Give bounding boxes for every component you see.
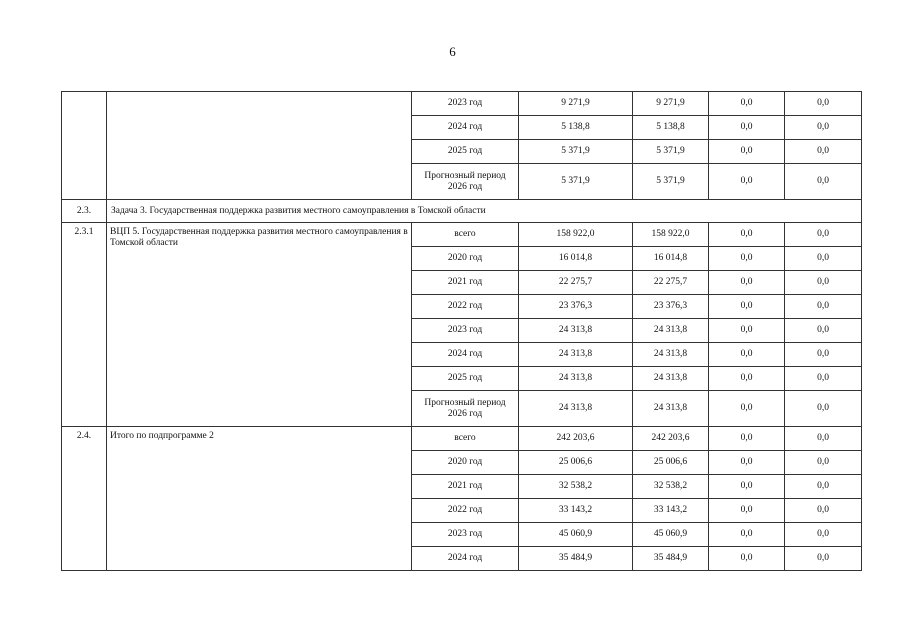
value-other-cell: 0,0 (785, 475, 862, 499)
value-total-cell: 24 313,8 (519, 391, 633, 427)
period-cell: 2020 год (412, 451, 519, 475)
value-total-cell: 24 313,8 (519, 343, 633, 367)
row-description-cell: Итого по подпрограмме 2 (107, 427, 412, 571)
value-total-cell: 35 484,9 (519, 547, 633, 571)
value-other-cell: 0,0 (785, 116, 862, 140)
value-other-cell: 0,0 (785, 92, 862, 116)
value-regional-cell: 5 371,9 (633, 164, 709, 200)
period-cell: 2024 год (412, 116, 519, 140)
table-row (62, 223, 862, 247)
period-cell: всего (412, 223, 519, 247)
period-cell: 2022 год (412, 499, 519, 523)
period-cell: всего (412, 427, 519, 451)
value-regional-cell: 242 203,6 (633, 427, 709, 451)
task-row (62, 200, 862, 223)
value-other-cell: 0,0 (785, 391, 862, 427)
period-cell: 2024 год (412, 547, 519, 571)
value-regional-cell: 23 376,3 (633, 295, 709, 319)
value-federal-cell: 0,0 (709, 547, 785, 571)
task-title-cell: Задача 3. Государственная поддержка развития местного самоуправления в Томской области (107, 200, 862, 223)
task-number-cell: 2.3. (62, 200, 107, 223)
value-other-cell: 0,0 (785, 523, 862, 547)
value-federal-cell: 0,0 (709, 451, 785, 475)
value-federal-cell: 0,0 (709, 271, 785, 295)
row-number-cell: 2.4. (62, 427, 107, 571)
value-total-cell: 16 014,8 (519, 247, 633, 271)
value-regional-cell: 33 143,2 (633, 499, 709, 523)
value-total-cell: 5 138,8 (519, 116, 633, 140)
period-cell: 2023 год (412, 319, 519, 343)
value-total-cell: 33 143,2 (519, 499, 633, 523)
value-federal-cell: 0,0 (709, 391, 785, 427)
value-total-cell: 25 006,6 (519, 451, 633, 475)
period-cell: Прогнозный период 2026 год (412, 164, 519, 200)
period-cell: 2023 год (412, 523, 519, 547)
period-cell: 2021 год (412, 475, 519, 499)
value-regional-cell: 24 313,8 (633, 391, 709, 427)
value-total-cell: 242 203,6 (519, 427, 633, 451)
value-federal-cell: 0,0 (709, 475, 785, 499)
row-description-cell: ВЦП 5. Государственная поддержка развития местного самоуправления в Томской области (107, 223, 412, 427)
value-regional-cell: 16 014,8 (633, 247, 709, 271)
value-total-cell: 23 376,3 (519, 295, 633, 319)
value-federal-cell: 0,0 (709, 116, 785, 140)
value-regional-cell: 158 922,0 (633, 223, 709, 247)
value-regional-cell: 35 484,9 (633, 547, 709, 571)
value-other-cell: 0,0 (785, 295, 862, 319)
value-regional-cell: 24 313,8 (633, 319, 709, 343)
value-other-cell: 0,0 (785, 247, 862, 271)
table-row (62, 92, 862, 116)
row-number-cell: 2.3.1 (62, 223, 107, 427)
period-cell: Прогнозный период 2026 год (412, 391, 519, 427)
value-total-cell: 32 538,2 (519, 475, 633, 499)
value-regional-cell: 24 313,8 (633, 343, 709, 367)
value-other-cell: 0,0 (785, 547, 862, 571)
period-cell: 2025 год (412, 367, 519, 391)
value-federal-cell: 0,0 (709, 223, 785, 247)
value-other-cell: 0,0 (785, 499, 862, 523)
value-total-cell: 45 060,9 (519, 523, 633, 547)
value-federal-cell: 0,0 (709, 427, 785, 451)
value-federal-cell: 0,0 (709, 319, 785, 343)
value-total-cell: 9 271,9 (519, 92, 633, 116)
value-regional-cell: 25 006,6 (633, 451, 709, 475)
value-regional-cell: 32 538,2 (633, 475, 709, 499)
budget-table (61, 91, 862, 571)
value-other-cell: 0,0 (785, 319, 862, 343)
period-cell: 2020 год (412, 247, 519, 271)
period-cell: 2025 год (412, 140, 519, 164)
value-total-cell: 5 371,9 (519, 140, 633, 164)
value-regional-cell: 5 371,9 (633, 140, 709, 164)
value-federal-cell: 0,0 (709, 295, 785, 319)
value-federal-cell: 0,0 (709, 367, 785, 391)
period-cell: 2021 год (412, 271, 519, 295)
value-federal-cell: 0,0 (709, 140, 785, 164)
period-cell: 2022 год (412, 295, 519, 319)
value-federal-cell: 0,0 (709, 343, 785, 367)
value-regional-cell: 9 271,9 (633, 92, 709, 116)
value-federal-cell: 0,0 (709, 247, 785, 271)
value-regional-cell: 45 060,9 (633, 523, 709, 547)
value-other-cell: 0,0 (785, 427, 862, 451)
value-total-cell: 22 275,7 (519, 271, 633, 295)
value-other-cell: 0,0 (785, 367, 862, 391)
value-other-cell: 0,0 (785, 223, 862, 247)
value-other-cell: 0,0 (785, 451, 862, 475)
period-cell: 2023 год (412, 92, 519, 116)
value-total-cell: 158 922,0 (519, 223, 633, 247)
value-federal-cell: 0,0 (709, 164, 785, 200)
page-number: 6 (449, 44, 456, 59)
row-number-cell (62, 92, 107, 200)
value-federal-cell: 0,0 (709, 523, 785, 547)
value-total-cell: 24 313,8 (519, 319, 633, 343)
value-regional-cell: 24 313,8 (633, 367, 709, 391)
value-other-cell: 0,0 (785, 271, 862, 295)
value-regional-cell: 22 275,7 (633, 271, 709, 295)
value-other-cell: 0,0 (785, 343, 862, 367)
value-other-cell: 0,0 (785, 164, 862, 200)
value-federal-cell: 0,0 (709, 499, 785, 523)
row-description-cell (107, 92, 412, 200)
value-federal-cell: 0,0 (709, 92, 785, 116)
table-row (62, 427, 862, 451)
period-cell: 2024 год (412, 343, 519, 367)
value-total-cell: 5 371,9 (519, 164, 633, 200)
value-other-cell: 0,0 (785, 140, 862, 164)
value-total-cell: 24 313,8 (519, 367, 633, 391)
value-regional-cell: 5 138,8 (633, 116, 709, 140)
